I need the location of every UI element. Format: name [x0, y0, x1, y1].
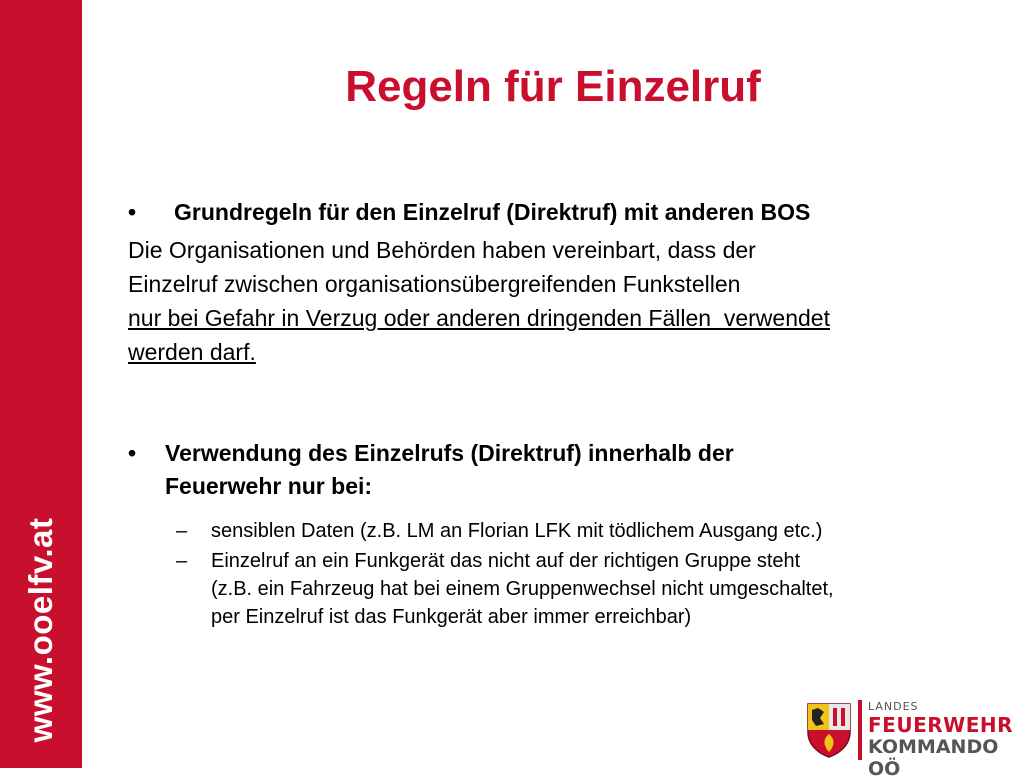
- dash-symbol: –: [176, 550, 188, 572]
- sidebar-band: [0, 0, 82, 768]
- bullet-symbol: •: [128, 199, 137, 225]
- bullet-verwendung: [128, 437, 1008, 503]
- subitem-line: sensiblen Daten (z.B. LM an Florian LFK mit tödlichem Ausgang etc.): [211, 520, 823, 542]
- subitem-sensible-daten: [128, 517, 1008, 545]
- agreement-paragraph: [128, 233, 1008, 369]
- logo-line-feuerwehr: FEUERWEHR: [868, 713, 1013, 737]
- bullet-symbol: •: [128, 440, 137, 466]
- bullet-text-line: Feuerwehr nur bei:: [165, 473, 373, 499]
- paragraph-line: Einzelruf zwischen organisationsübergreifenden Funkstellen: [128, 271, 741, 297]
- slide-title: Regeln für Einzelruf: [345, 62, 761, 111]
- logo-line-landes: LANDES: [868, 700, 919, 713]
- sidebar-url: www.ooelfv.at: [22, 517, 59, 743]
- subitem-line: per Einzelruf ist das Funkgerät aber immer erreichbar): [211, 606, 692, 628]
- fire-brigade-crest-icon: [806, 702, 852, 758]
- bullet-grundregeln: [128, 196, 1008, 229]
- paragraph-underlined-line: nur bei Gefahr in Verzug oder anderen dringenden Fällen verwendet: [128, 305, 830, 331]
- subitem-line: (z.B. ein Fahrzeug hat bei einem Gruppenwechsel nicht umgeschaltet,: [211, 578, 834, 600]
- subitem-line: Einzelruf an ein Funkgerät das nicht auf der richtigen Gruppe steht: [211, 550, 801, 572]
- logo-line-kommando: KOMMANDO OÖ: [868, 736, 999, 780]
- bullet-text: Grundregeln für den Einzelruf (Direktruf) mit anderen BOS: [174, 199, 811, 225]
- dash-symbol: –: [176, 520, 188, 542]
- slide-content: [128, 196, 1008, 631]
- logo-divider: [858, 700, 862, 760]
- lfk-logo: [806, 700, 1018, 780]
- bullet-text-line: Verwendung des Einzelrufs (Direktruf) innerhalb der: [165, 440, 734, 466]
- subitem-funkgeraet: [128, 547, 1008, 631]
- paragraph-line: Die Organisationen und Behörden haben vereinbart, dass der: [128, 237, 756, 263]
- paragraph-underlined-line: werden darf.: [128, 339, 256, 365]
